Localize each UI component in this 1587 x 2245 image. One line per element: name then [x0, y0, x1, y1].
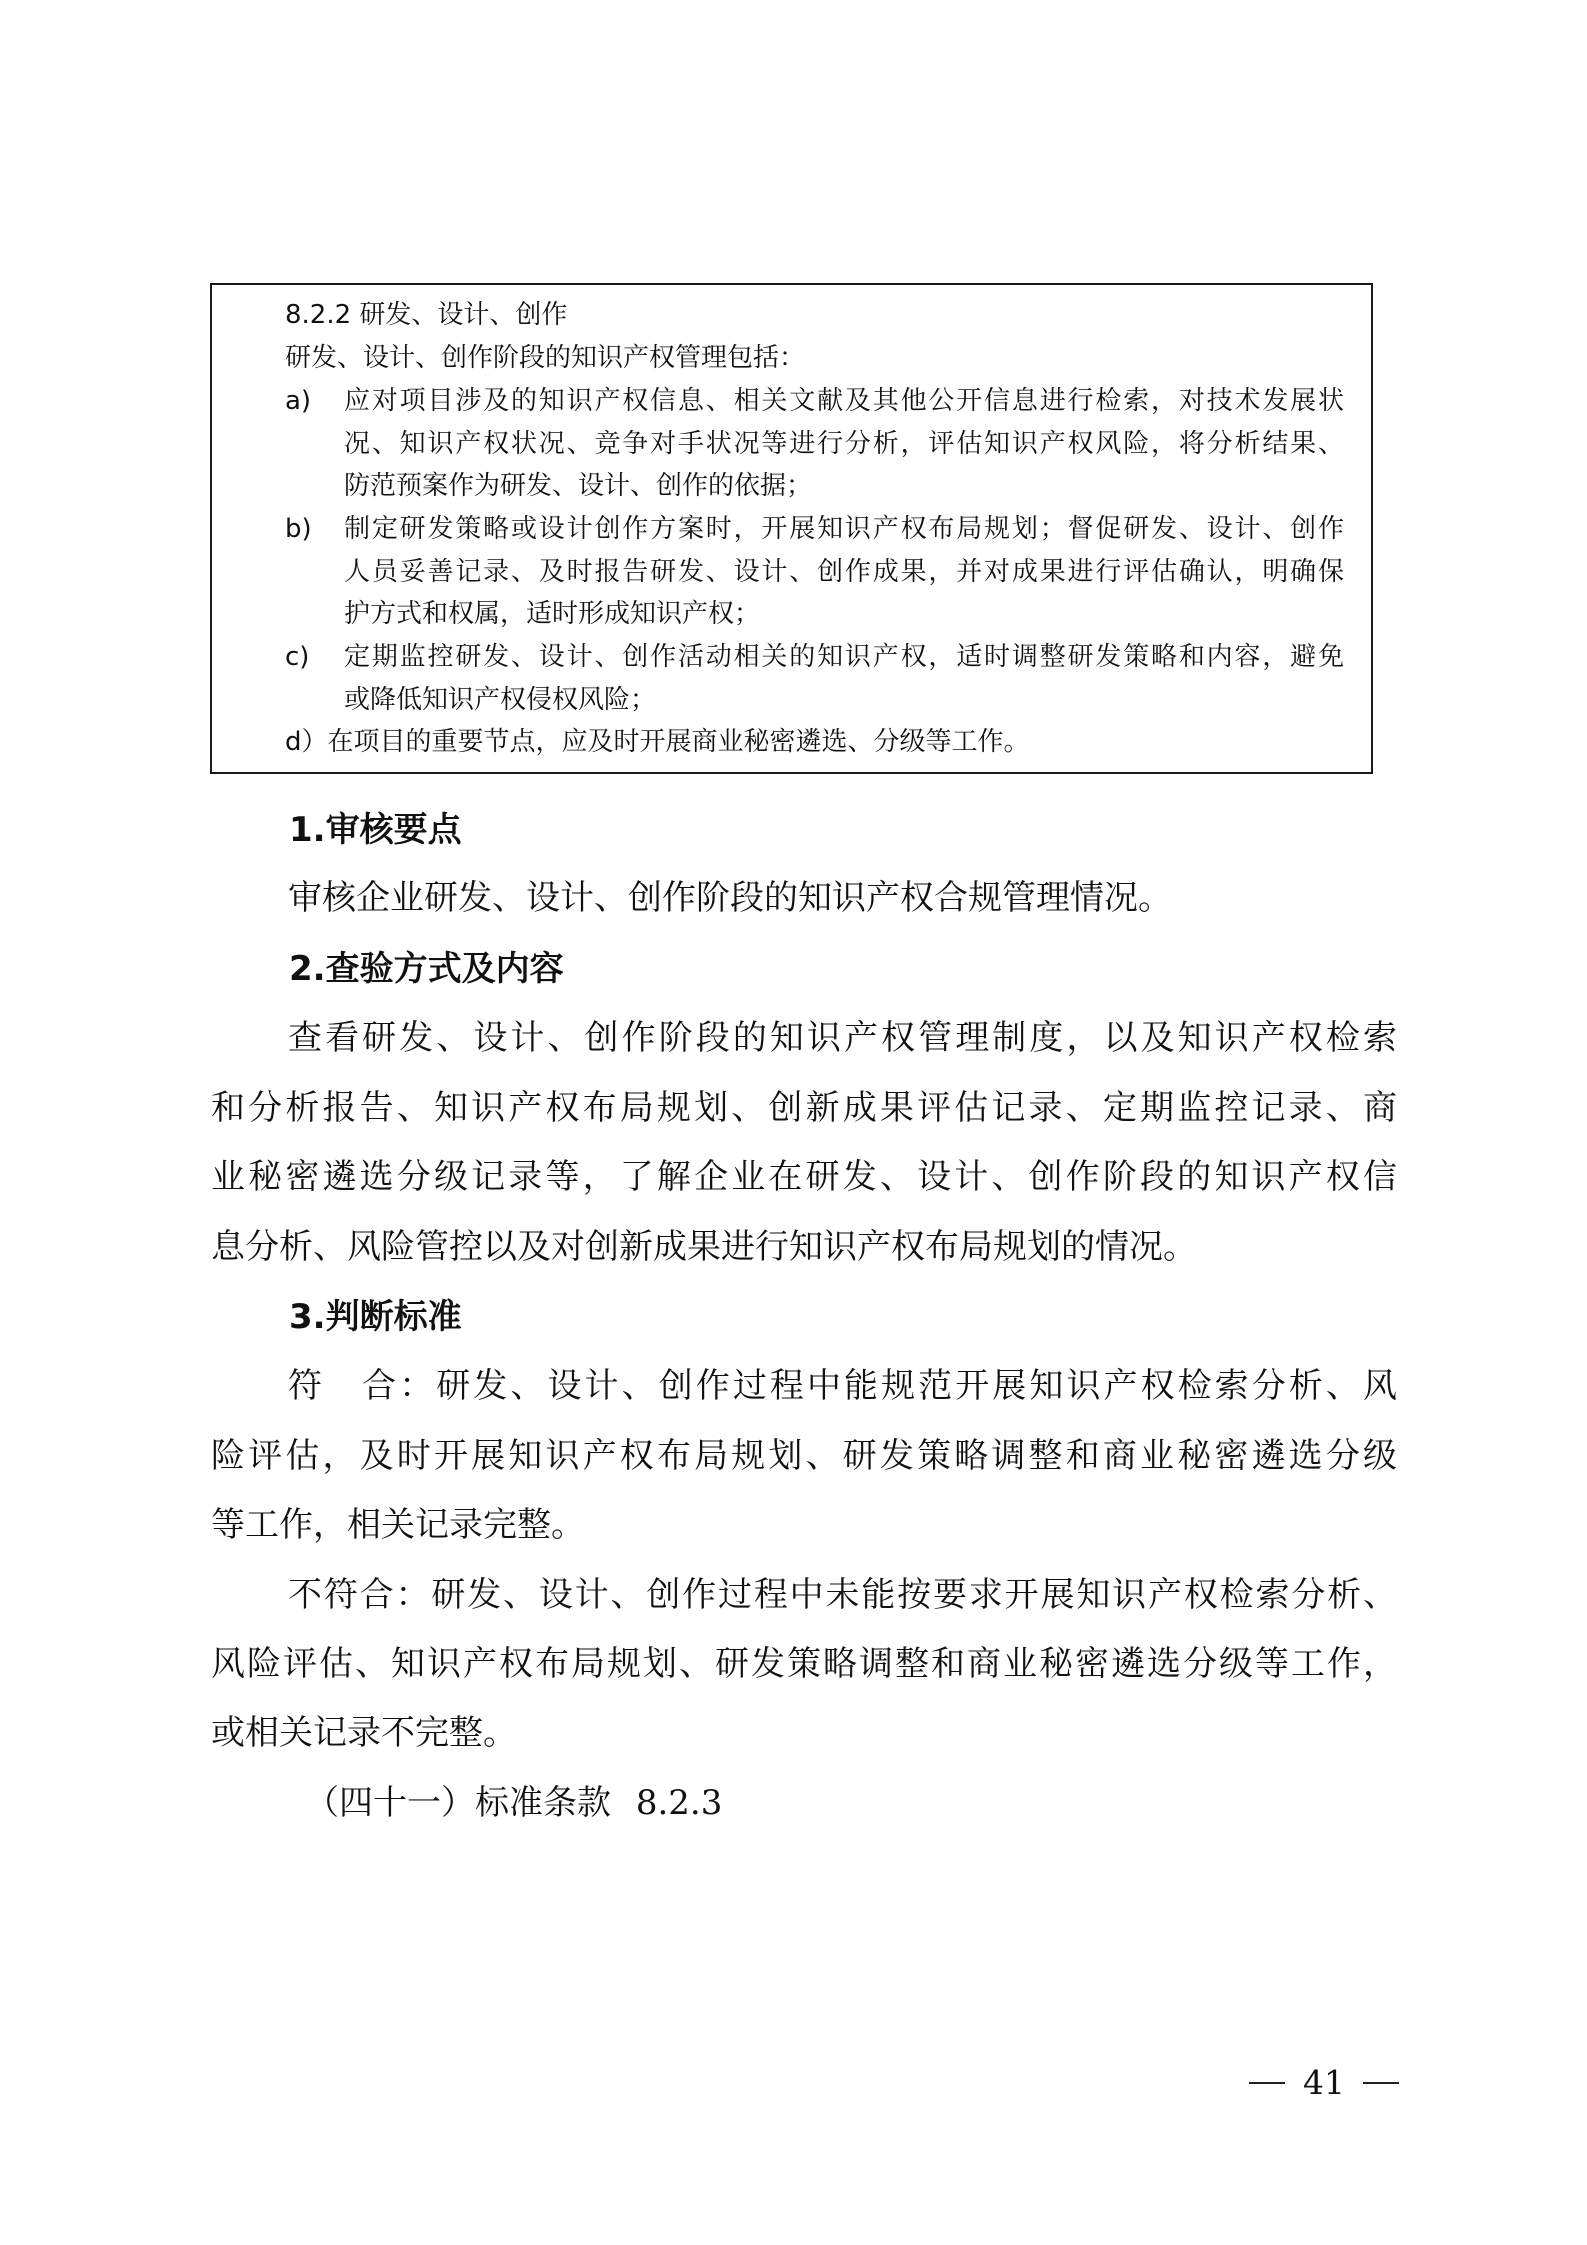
criteria-nonconform-line: 不符合：研发、设计、创作过程中未能按要求开展知识产权检索分析、	[288, 1575, 1397, 1615]
clause-item-line: 护方式和权属，适时形成知识产权；	[344, 599, 761, 629]
clause-item-line: 况、知识产权状况、竞争对手状况等进行分析，评估知识产权风险，将分析结果、	[344, 429, 1344, 459]
clause-item-line: 或降低知识产权侵权风险；	[344, 685, 657, 715]
paragraph-line: 审核企业研发、设计、创作阶段的知识产权合规管理情况。	[288, 878, 1172, 918]
dash-left	[1249, 2082, 1285, 2084]
clause-item-line: 定期监控研发、设计、创作活动相关的知识产权，适时调整研发策略和内容，避免	[344, 642, 1344, 672]
paragraph-line: 和分析报告、知识产权布局规划、创新成果评估记录、定期监控记录、商	[211, 1088, 1397, 1128]
clause-item-marker: a)	[285, 386, 312, 416]
paragraph-line: 业秘密遴选分级记录等，了解企业在研发、设计、创作阶段的知识产权信	[211, 1157, 1397, 1197]
page-footer	[1249, 2063, 1399, 2102]
section-heading-criteria: 3.判断标准	[289, 1297, 462, 1337]
clause-item-marker: c)	[285, 642, 310, 672]
standard-clause-box	[210, 283, 1373, 774]
section-heading-review-points: 1.审核要点	[289, 810, 462, 850]
clause-item-line: 制定研发策略或设计创作方案时，开展知识产权布局规划；督促研发、设计、创作	[344, 514, 1344, 544]
next-clause-label: （四十一）标准条款	[305, 1783, 611, 1823]
section-heading-inspection-method: 2.查验方式及内容	[289, 949, 564, 989]
clause-item-marker: b)	[285, 514, 312, 544]
criteria-conform-line: 等工作，相关记录完整。	[211, 1505, 585, 1545]
next-clause-heading	[305, 1775, 722, 1824]
clause-item-line: 防范预案作为研发、设计、创作的依据；	[344, 471, 813, 501]
criteria-nonconform-line: 或相关记录不完整。	[211, 1713, 517, 1753]
clause-intro: 研发、设计、创作阶段的知识产权管理包括：	[285, 343, 806, 373]
criteria-nonconform-line: 风险评估、知识产权布局规划、研发策略调整和商业秘密遴选分级等工作，	[211, 1644, 1397, 1684]
paragraph-line: 息分析、风险管控以及对创新成果进行知识产权布局规划的情况。	[211, 1227, 1197, 1267]
next-clause-number: 8.2.3	[635, 1783, 723, 1823]
criteria-conform-line: 险评估，及时开展知识产权布局规划、研发策略调整和商业秘密遴选分级	[211, 1436, 1397, 1476]
dash-right	[1363, 2082, 1399, 2084]
clause-title: 8.2.2 研发、设计、创作	[285, 300, 568, 330]
clause-item-d: d）在项目的重要节点，应及时开展商业秘密遴选、分级等工作。	[285, 727, 1030, 757]
clause-item-line: 人员妥善记录、及时报告研发、设计、创作成果，并对成果进行评估确认，明确保	[344, 557, 1344, 587]
criteria-conform-line: 符 合：研发、设计、创作过程中能规范开展知识产权检索分析、风	[288, 1366, 1397, 1406]
paragraph-line: 查看研发、设计、创作阶段的知识产权管理制度，以及知识产权检索	[288, 1018, 1397, 1058]
clause-item-line: 应对项目涉及的知识产权信息、相关文献及其他公开信息进行检索，对技术发展状	[344, 386, 1344, 416]
page-number: 41	[1303, 2063, 1345, 2102]
